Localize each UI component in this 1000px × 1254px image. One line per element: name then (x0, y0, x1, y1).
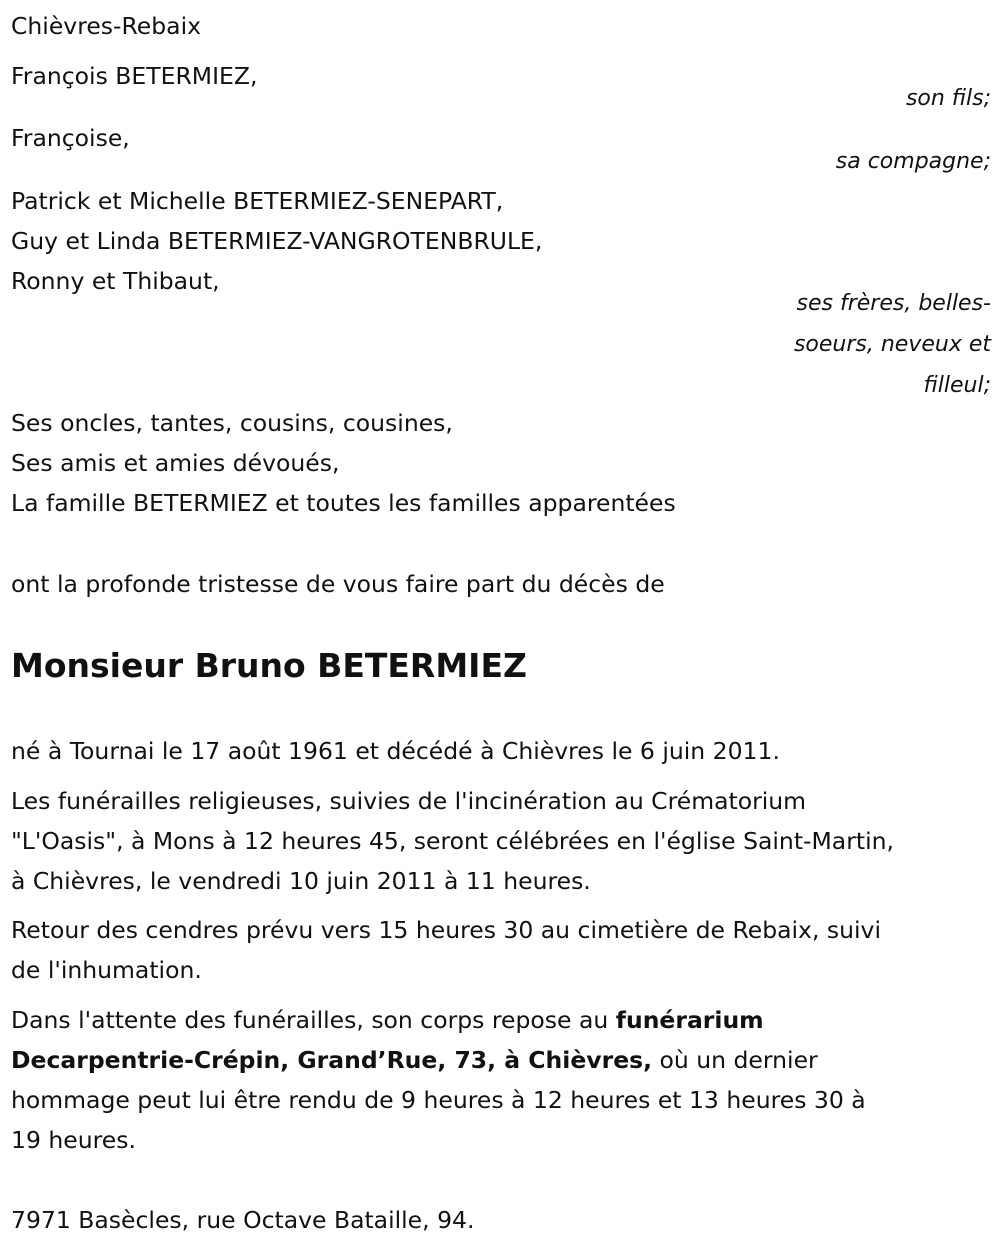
ashes-line: Retour des cendres prévu vers 15 heures 30 au cimetière de Rebaix, suivi (11, 916, 881, 944)
funerarium-label: funérarium (615, 1006, 764, 1034)
family-name-line: Patrick et Michelle BETERMIEZ-SENEPART, (11, 187, 504, 215)
funeral-line: Les funérailles religieuses, suivies de l'incinération au Crématorium (11, 787, 807, 815)
location-line: Chièvres-Rebaix (11, 12, 202, 40)
announcement-line: ont la profonde tristesse de vous faire part du décès de (11, 570, 665, 598)
relatives-line: La famille BETERMIEZ et toutes les familles apparentées (11, 489, 676, 517)
repose-text: où un dernier (652, 1046, 818, 1074)
family-role-line: soeurs, neveux et (793, 332, 991, 357)
family-name-line: François BETERMIEZ, (11, 62, 258, 90)
birth-death-line: né à Tournai le 17 août 1961 et décédé à Chièvres le 6 juin 2011. (11, 737, 780, 765)
repose-line (11, 1040, 866, 1080)
repose-line (11, 1000, 866, 1040)
repose-line: 19 heures. (11, 1126, 136, 1154)
funerarium-address: Decarpentrie-Crépin, Grand’Rue, 73, à Chièvres, (11, 1046, 653, 1074)
deceased-name: Monsieur Bruno BETERMIEZ (11, 646, 527, 685)
family-role-line: filleul; (923, 373, 991, 398)
family-name-line: Ronny et Thibaut, (11, 267, 220, 295)
family-names-block (11, 181, 542, 301)
ashes-paragraph (11, 910, 881, 990)
ashes-line: de l'inhumation. (11, 956, 202, 984)
relatives-block (11, 403, 676, 523)
family-role-line: ses frères, belles- (796, 291, 991, 316)
address-line: 7971 Basècles, rue Octave Bataille, 94. (11, 1206, 475, 1234)
family-name-line: Guy et Linda BETERMIEZ-VANGROTENBRULE, (11, 227, 543, 255)
funeral-paragraph (11, 781, 894, 901)
family-role-block (751, 283, 991, 406)
family-role-line: son fils; (905, 86, 991, 111)
funeral-line: à Chièvres, le vendredi 10 juin 2011 à 11 heures. (11, 867, 591, 895)
repose-text: Dans l'attente des funérailles, son corps repose au (11, 1006, 616, 1034)
funeral-line: "L'Oasis", à Mons à 12 heures 45, seront célébrées en l'église Saint-Martin, (11, 827, 894, 855)
repose-paragraph (11, 1000, 866, 1160)
repose-line: hommage peut lui être rendu de 9 heures à 12 heures et 13 heures 30 à (11, 1086, 866, 1114)
relatives-line: Ses oncles, tantes, cousins, cousines, (11, 409, 453, 437)
family-role-line: sa compagne; (835, 149, 991, 174)
relatives-line: Ses amis et amies dévoués, (11, 449, 340, 477)
family-name-line: Françoise, (11, 124, 130, 152)
